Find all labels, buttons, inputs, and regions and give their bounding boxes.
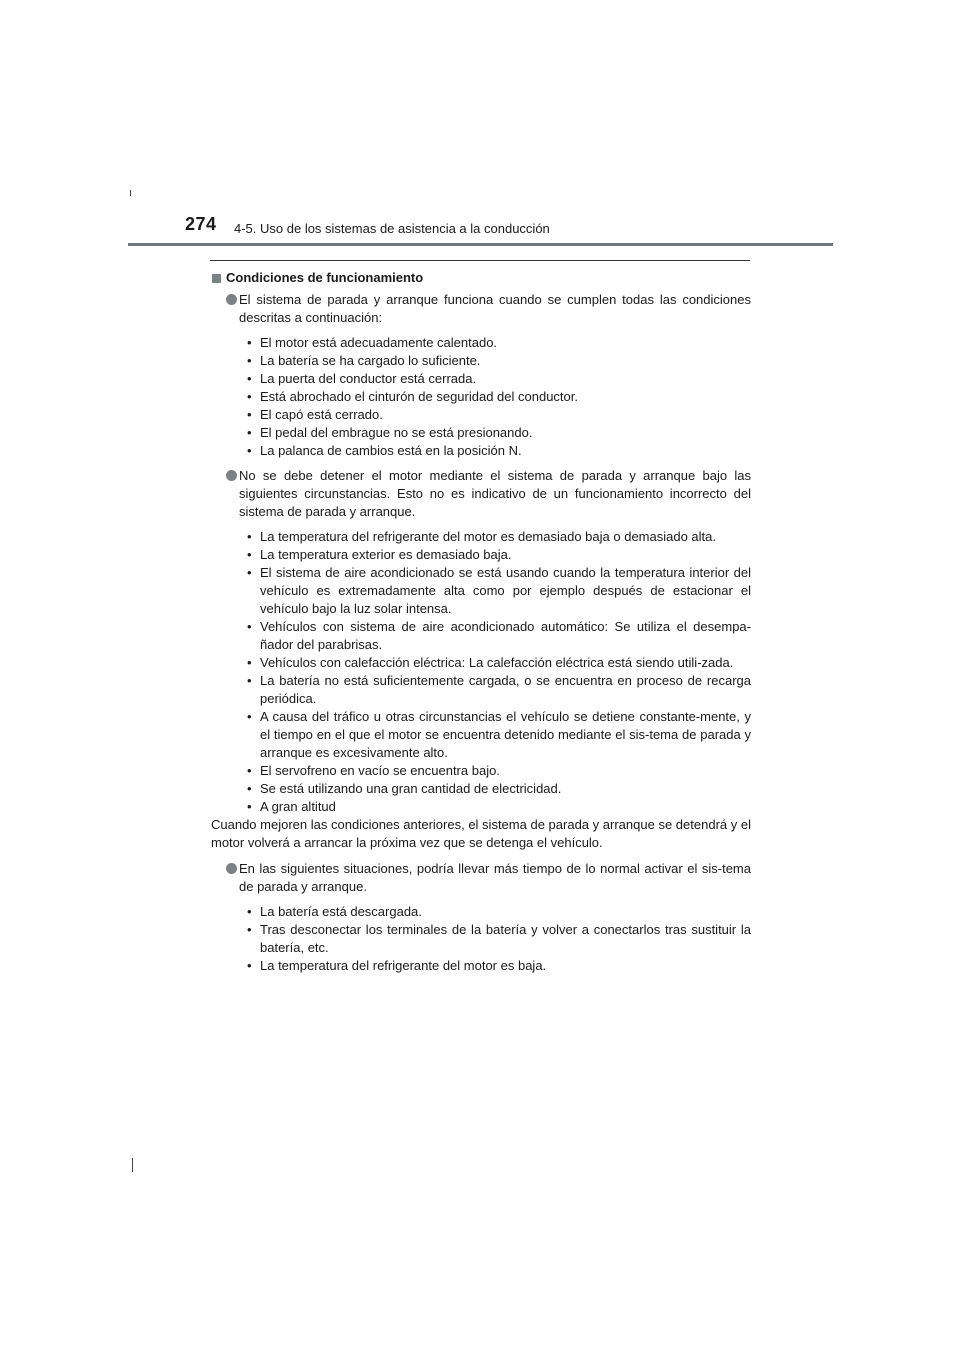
- list-item: • El servofreno en vacío se encuentra bajo.: [260, 762, 751, 780]
- list-item: • Está abrochado el cinturón de seguridad del conductor.: [260, 388, 751, 406]
- crop-mark-bottom: [132, 1158, 133, 1172]
- list-item: • La batería está descargada.: [260, 903, 751, 921]
- circle-bullet-icon: [226, 863, 237, 874]
- list-item: • Vehículos con calefacción eléctrica: La calefacción eléctrica está siendo utili-zada.: [260, 654, 751, 672]
- condition-text: No se debe detener el motor mediante el sistema de parada y arranque bajo las siguientes circunstancias. Esto no es indicativo de un funcionamiento incorrecto del sistema de parada y arranque.: [239, 468, 751, 519]
- condition-note: Cuando mejoren las condiciones anteriores, el sistema de parada y arranque se detendrá y el motor volverá a arrancar la próxima vez que se detenga el vehículo.: [211, 817, 751, 850]
- section-heading-text: Condiciones de funcionamiento: [226, 270, 424, 285]
- condition-block-3: [211, 860, 751, 896]
- list-item: • La puerta del conductor está cerrada.: [260, 370, 751, 388]
- section-heading: [211, 269, 751, 287]
- list-item: • A gran altitud: [260, 798, 751, 816]
- condition-block-1: [211, 291, 751, 327]
- condition-text: En las siguientes situaciones, podría llevar más tiempo de lo normal activar el sis-tema de parada y arranque.: [239, 861, 751, 894]
- list-item: • La temperatura exterior es demasiado baja.: [260, 546, 751, 564]
- condition-list-3: [211, 903, 751, 975]
- list-item: • La temperatura del refrigerante del motor es demasiado baja o demasiado alta.: [260, 528, 751, 546]
- section-rule: [210, 260, 750, 261]
- square-bullet-icon: [212, 274, 221, 283]
- list-item: • Tras desconectar los terminales de la batería y volver a conectarlos tras sustituir la batería, etc.: [260, 921, 751, 957]
- list-item: • Se está utilizando una gran cantidad de electricidad.: [260, 780, 751, 798]
- list-item: • El capó está cerrado.: [260, 406, 751, 424]
- crop-mark-top: [130, 190, 131, 196]
- circle-bullet-icon: [226, 470, 237, 481]
- list-item: • La temperatura del refrigerante del motor es baja.: [260, 957, 751, 975]
- list-item: • El pedal del embrague no se está presionando.: [260, 424, 751, 442]
- chapter-title: 4-5. Uso de los sistemas de asistencia a la conducción: [234, 221, 550, 236]
- list-item: • A causa del tráfico u otras circunstancias el vehículo se detiene constante-mente, y el tiempo en el que el motor se encuentra detenido mediante el sis-tema de parada y arranque es excesivamente alto.: [260, 708, 751, 762]
- header-rule: [128, 243, 833, 246]
- page-number: 274: [185, 214, 217, 234]
- condition-list-1: [211, 334, 751, 460]
- list-item: • El motor está adecuadamente calentado.: [260, 334, 751, 352]
- list-item: • La palanca de cambios está en la posición N.: [260, 442, 751, 460]
- condition-list-2: [211, 528, 751, 816]
- list-item: • El sistema de aire acondicionado se está usando cuando la temperatura interior del vehículo es extremadamente alta como por ejemplo después de estacionar el vehículo bajo la luz solar intensa.: [260, 564, 751, 618]
- condition-block-2: [211, 467, 751, 521]
- list-item: • La batería se ha cargado lo suficiente.: [260, 352, 751, 370]
- list-item: • Vehículos con sistema de aire acondicionado automático: Se utiliza el desempa-ñador del parabrisas.: [260, 618, 751, 654]
- circle-bullet-icon: [226, 294, 237, 305]
- condition-text: El sistema de parada y arranque funciona cuando se cumplen todas las condiciones descritas a continuación:: [239, 292, 751, 325]
- content: [211, 269, 751, 982]
- list-item: • La batería no está suficientemente cargada, o se encuentra en proceso de recarga periódica.: [260, 672, 751, 708]
